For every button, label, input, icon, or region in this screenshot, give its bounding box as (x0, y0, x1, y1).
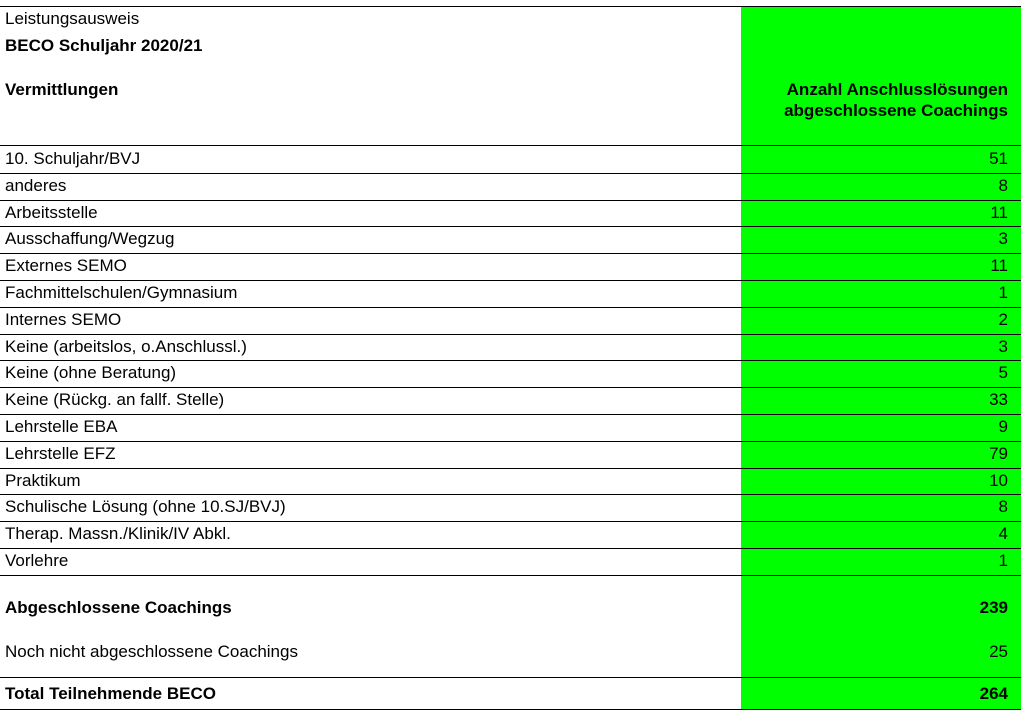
table-row-rule (0, 334, 1021, 335)
table-row-rule (0, 360, 1021, 361)
table-row-value: 9 (998, 417, 1008, 436)
table-row-value: 3 (998, 336, 1008, 356)
table-row-label: Internes SEMO (5, 309, 122, 329)
table-row-value: 11 (990, 256, 1008, 276)
table-row-label: Arbeitsstelle (5, 202, 98, 222)
total-rule (0, 677, 1021, 678)
table-row-label: Vorlehre (5, 551, 69, 570)
table-row-rule (0, 468, 1021, 469)
table-row-label: Externes SEMO (5, 256, 127, 276)
table-row-value: 51 (989, 149, 1008, 168)
header-rule (0, 145, 1021, 146)
value-column-header-line2: abgeschlossene Coachings (784, 101, 1008, 120)
pending-value: 25 (989, 642, 1008, 661)
table-row-rule (0, 307, 1021, 308)
table-row-label: Lehrstelle EBA (5, 417, 118, 436)
table-row-label: Keine (arbeitslos, o.Anschlussl.) (5, 336, 247, 356)
completed-label: Abgeschlossene Coachings (5, 598, 232, 617)
table-row-value: 10 (989, 470, 1008, 490)
table-row-label: Praktikum (5, 470, 81, 490)
table-bottom-rule (0, 709, 1021, 710)
table-row-label: anderes (5, 175, 67, 195)
table-row-value: 5 (998, 363, 1008, 383)
report-label: Leistungsausweis (5, 9, 140, 28)
table-row-label: Ausschaffung/Wegzug (5, 229, 175, 249)
table-row-value: 11 (990, 202, 1008, 222)
table-row-value: 79 (989, 443, 1008, 463)
table-top-rule (0, 6, 1021, 7)
table-row-rule (0, 521, 1021, 522)
table-row-rule (0, 200, 1021, 201)
table-row-label: Keine (ohne Beratung) (5, 363, 177, 383)
table-row-rule (0, 226, 1021, 227)
completed-value: 239 (979, 598, 1008, 617)
table-row-value: 1 (998, 283, 1008, 302)
table-row-value: 2 (998, 309, 1008, 329)
report-title: BECO Schuljahr 2020/21 (5, 36, 203, 55)
table-row-label: Fachmittelschulen/Gymnasium (5, 283, 238, 302)
total-value: 264 (979, 684, 1008, 703)
table-row-rule (0, 494, 1021, 495)
section-heading: Vermittlungen (5, 80, 119, 99)
table-row-label: Therap. Massn./Klinik/IV Abkl. (5, 524, 231, 544)
total-label: Total Teilnehmende BECO (5, 684, 216, 703)
table-row-rule (0, 414, 1021, 415)
table-row-rule (0, 575, 1021, 576)
value-column-header-line1: Anzahl Anschlusslösungen (786, 80, 1008, 99)
table-row-rule (0, 173, 1021, 174)
table-row-value: 3 (998, 229, 1008, 249)
table-row-rule (0, 253, 1021, 254)
table-row-label: Lehrstelle EFZ (5, 443, 116, 463)
table-row-value: 8 (998, 175, 1008, 195)
table-row-rule (0, 548, 1021, 549)
table-row-label: 10. Schuljahr/BVJ (5, 149, 141, 168)
pending-label: Noch nicht abgeschlossene Coachings (5, 642, 298, 661)
table-row-value: 1 (998, 551, 1008, 570)
table-row-label: Schulische Lösung (ohne 10.SJ/BVJ) (5, 497, 286, 517)
table-row-value: 8 (998, 497, 1008, 517)
table-row-rule (0, 280, 1021, 281)
table-row-value: 33 (989, 390, 1008, 410)
value-column-header (738, 79, 1008, 121)
table-row-rule (0, 387, 1021, 388)
table-row-value: 4 (998, 524, 1008, 544)
table-row-label: Keine (Rückg. an fallf. Stelle) (5, 390, 225, 410)
table-row-rule (0, 441, 1021, 442)
